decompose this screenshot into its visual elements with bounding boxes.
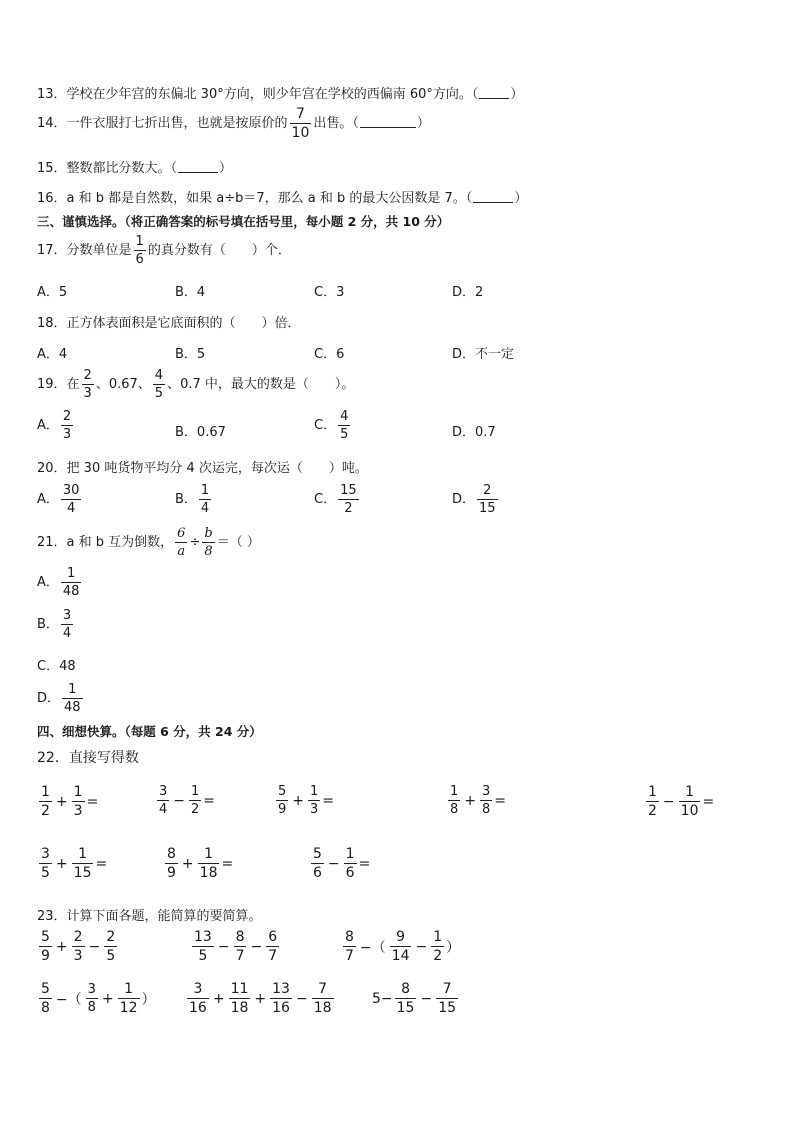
fraction: $\frac{2}{3}$ (83, 368, 92, 401)
question-22-title: 22．直接写得数 (37, 750, 139, 766)
section-3-heading: 三、谨慎选择。（将正确答案的标号填在括号里，每小题 2 分，共 10 分） (37, 214, 450, 229)
question-20: 20．把 30 吨货物平均分 4 次运完，每次运（ ）吨。 (37, 461, 368, 476)
fraction: $\frac{30}{4}$ (62, 483, 80, 516)
fraction: $\frac{1}{48}$ (64, 682, 81, 715)
option-c[interactable]: C． $\frac{4}{5}$ (314, 409, 349, 442)
question-16: 16．a 和 b 都是自然数，如果 a÷b＝7，那么 a 和 b 的最大公因数是 7。（ ） (37, 191, 528, 206)
calc-expression: $\frac{13}{5}$ − $\frac{8}{7}$ − $\frac{6}{7}$ (194, 929, 278, 964)
mental-calc-item: $\frac{3}{4}$ − $\frac{1}{2}$ = (159, 784, 216, 817)
mental-calc-item: $\frac{8}{9}$ + $\frac{1}{18}$ = (167, 846, 234, 881)
answer-blank[interactable] (479, 86, 509, 99)
fraction: $\frac{6}{a}$ (177, 526, 186, 559)
option-b[interactable]: B．0.67 (175, 425, 226, 440)
section-4-heading: 四、细想快算。（每题 6 分，共 24 分） (37, 724, 262, 739)
fraction: $\frac{2}{3}$ (62, 409, 72, 442)
question-17: 17．分数单位是 $\frac{1}{6}$ 的真分数有（ ）个． (37, 234, 291, 267)
fraction: $\frac{15}{2}$ (340, 483, 357, 516)
question-21: 21．a 和 b 互为倒数， $\frac{6}{a}$ ÷ $\frac{b}{8}$ ＝（ ） (37, 526, 260, 559)
mental-calc-item: $\frac{5}{6}$ − $\frac{1}{6}$ = (313, 846, 371, 881)
fraction: $\frac{2}{15}$ (479, 483, 496, 516)
fraction: $\frac{1}{6}$ (135, 234, 144, 267)
mental-calc-item: $\frac{5}{9}$ + $\frac{1}{3}$ = (278, 784, 335, 817)
question-23-title: 23．计算下面各题，能简算的要简算。 (37, 909, 262, 924)
option-a[interactable]: A． $\frac{2}{3}$ (37, 409, 72, 442)
q13-text: 13．学校在少年宫的东偏北 30°方向，则少年宫在学校的西偏南 60°方向。（ (37, 87, 479, 102)
option-a[interactable]: A．4 (37, 347, 68, 362)
mental-calc-item: $\frac{1}{8}$ + $\frac{3}{8}$ = (450, 784, 507, 817)
fraction: $\frac{4}{5}$ (340, 409, 349, 442)
option-c[interactable]: C．6 (314, 347, 345, 362)
fraction: $\frac{3}{4}$ (62, 608, 72, 641)
fraction: $\frac{1}{4}$ (200, 483, 210, 516)
option-b[interactable]: B． $\frac{1}{4}$ (175, 483, 210, 516)
answer-blank[interactable] (473, 190, 513, 203)
mental-calc-item: $\frac{1}{2}$ − $\frac{1}{10}$ = (648, 784, 715, 819)
option-a[interactable]: A． $\frac{1}{48}$ (37, 566, 80, 599)
option-d[interactable]: D． $\frac{2}{15}$ (452, 483, 496, 516)
option-d[interactable]: D．2 (452, 285, 484, 300)
option-a[interactable]: A．5 (37, 285, 68, 300)
fraction: $\frac{7}{10}$ (291, 106, 310, 141)
option-c[interactable]: C．48 (37, 659, 76, 674)
option-c[interactable]: C．3 (314, 285, 345, 300)
fraction: $\frac{4}{5}$ (154, 368, 164, 401)
question-14: 14．一件衣服打七折出售，也就是按原价的 $\frac{7}{10}$ 出售。（ ） (37, 106, 430, 141)
option-d[interactable]: D．不一定 (452, 347, 515, 362)
fraction: $\frac{1}{48}$ (62, 566, 80, 599)
answer-blank[interactable] (360, 115, 416, 128)
mental-calc-item: $\frac{3}{5}$ + $\frac{1}{15}$ = (41, 846, 108, 881)
answer-blank[interactable] (178, 160, 218, 173)
calc-expression: $\frac{8}{7}$ −（ $\frac{9}{14}$ − $\frac{1}{2}$ ） (345, 929, 461, 964)
question-13: 13．学校在少年宫的东偏北 30°方向，则少年宫在学校的西偏南 60°方向。（ ） (37, 87, 524, 102)
option-a[interactable]: A． $\frac{30}{4}$ (37, 483, 80, 516)
fraction: $\frac{b}{8}$ (204, 526, 213, 559)
option-b[interactable]: B． $\frac{3}{4}$ (37, 608, 72, 641)
option-d[interactable]: D．0.7 (452, 425, 496, 440)
mental-calc-item: $\frac{1}{2}$ + $\frac{1}{3}$ = (41, 784, 99, 819)
calc-expression: $\frac{5}{9}$ + $\frac{2}{3}$ − $\frac{2}{5}$ (41, 929, 116, 964)
option-b[interactable]: B．4 (175, 285, 206, 300)
calc-expression: $\frac{5}{8}$ −（ $\frac{3}{8}$ + $\frac{1}{12}$ ） (41, 981, 156, 1016)
question-18: 18．正方体表面积是它底面积的（ ）倍． (37, 316, 301, 331)
option-d[interactable]: D． $\frac{1}{48}$ (37, 682, 81, 715)
calc-expression: 5− $\frac{8}{15}$ − $\frac{7}{15}$ (372, 981, 457, 1016)
option-c[interactable]: C． $\frac{15}{2}$ (314, 483, 357, 516)
question-15: 15．整数都比分数大。（ ） (37, 161, 233, 176)
option-b[interactable]: B．5 (175, 347, 206, 362)
question-19: 19．在 $\frac{2}{3}$ 、0.67、 $\frac{4}{5}$ 、0.7 中，最大的数是（ ）。 (37, 368, 355, 401)
calc-expression: $\frac{3}{16}$ + $\frac{11}{18}$ + $\frac{13}{16}$ − $\frac{7}{18}$ (189, 981, 332, 1016)
